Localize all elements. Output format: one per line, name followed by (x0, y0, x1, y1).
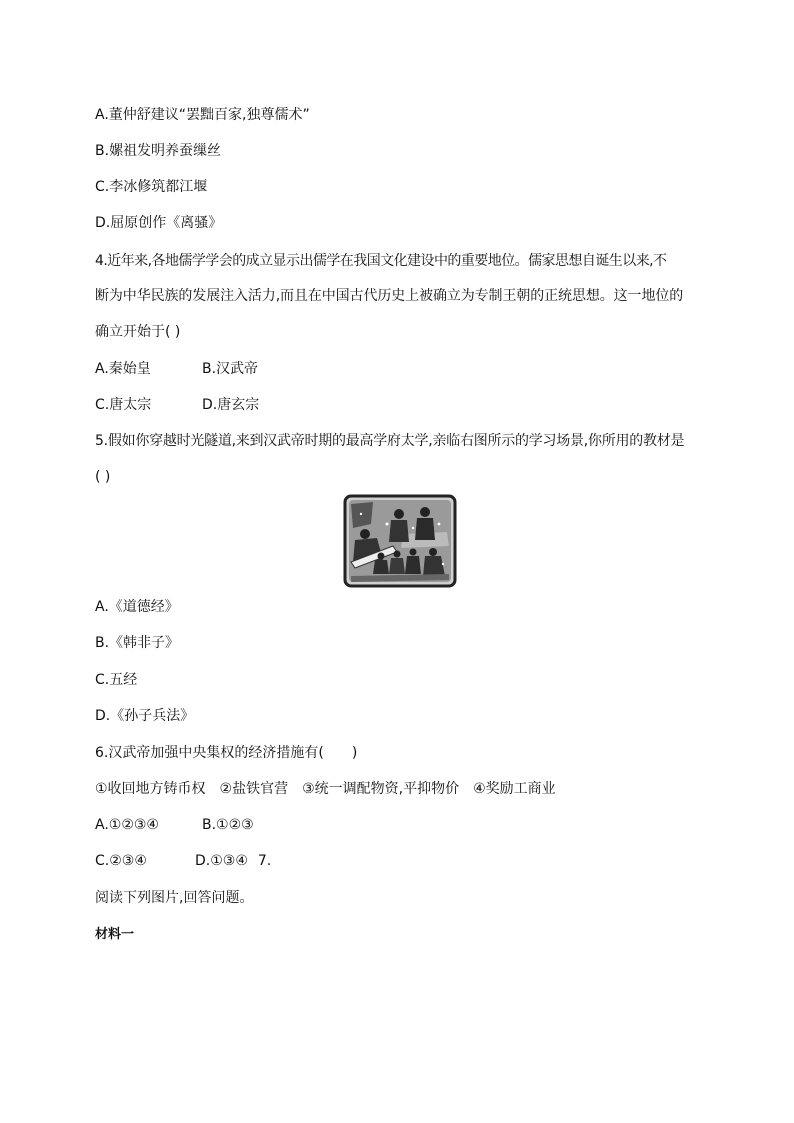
q5-stem-line1: 5.假如你穿越时光隧道,来到汉武帝时期的最高学府太学,亲临右图所示的学习场景,你所用的教材是 (95, 433, 685, 449)
q5-option-b: B.《韩非子》 (95, 635, 180, 651)
q4-option-b: B.汉武帝 (202, 361, 259, 377)
q4-option-d: D.唐玄宗 (202, 397, 260, 413)
q5-stem-line2: ( ) (95, 469, 111, 485)
q6-option-a: A.①②③④ (95, 817, 159, 833)
q3-option-c: C.李冰修筑都江堰 (95, 179, 208, 195)
q3-option-b: B.嫘祖发明养蚕缫丝 (95, 143, 222, 159)
q6-option-b: B.①②③ (202, 817, 254, 833)
q5-option-d: D.《孙子兵法》 (95, 708, 195, 724)
q6-measures: ①收回地方铸币权 ②盐铁官营 ③统一调配物资,平抑物价 ④奖励工商业 (95, 781, 556, 797)
stone-relief-illustration (343, 494, 457, 588)
q4-options-row2 (95, 395, 259, 415)
q7-material-label: 材料一 (95, 927, 135, 942)
taixue-study-scene-image (343, 494, 457, 588)
q4-stem-line3: 确立开始于( ) (95, 324, 181, 340)
q4-option-c: C.唐太宗 (95, 397, 152, 413)
q5-option-a: A.《道德经》 (95, 599, 179, 615)
q6-option-d: D.①③④ (195, 853, 248, 869)
q6-options-row2 (95, 851, 271, 871)
q6-options-row1 (95, 815, 254, 835)
q5-option-c: C.五经 (95, 672, 138, 688)
q6-stem: 6.汉武帝加强中央集权的经济措施有( ) (95, 745, 358, 761)
q7-instruction: 阅读下列图片,回答问题。 (95, 890, 254, 906)
q4-option-a: A.秦始皇 (95, 361, 151, 377)
q6-option-c: C.②③④ (95, 853, 147, 869)
q4-options-row1 (95, 359, 258, 379)
q4-stem-line1: 4.近年来,各地儒学学会的成立显示出儒学在我国文化建设中的重要地位。儒家思想自诞生以来,不 (95, 253, 667, 269)
q7-number: 7. (257, 853, 272, 869)
q3-option-a: A.董仲舒建议“罢黜百家,独尊儒术” (95, 107, 310, 123)
q4-stem-line2: 断为中华民族的发展注入活力,而且在中国古代历史上被确立为专制王朝的正统思想。这一地位的 (95, 288, 684, 304)
q3-option-d: D.屈原创作《离骚》 (95, 215, 223, 231)
